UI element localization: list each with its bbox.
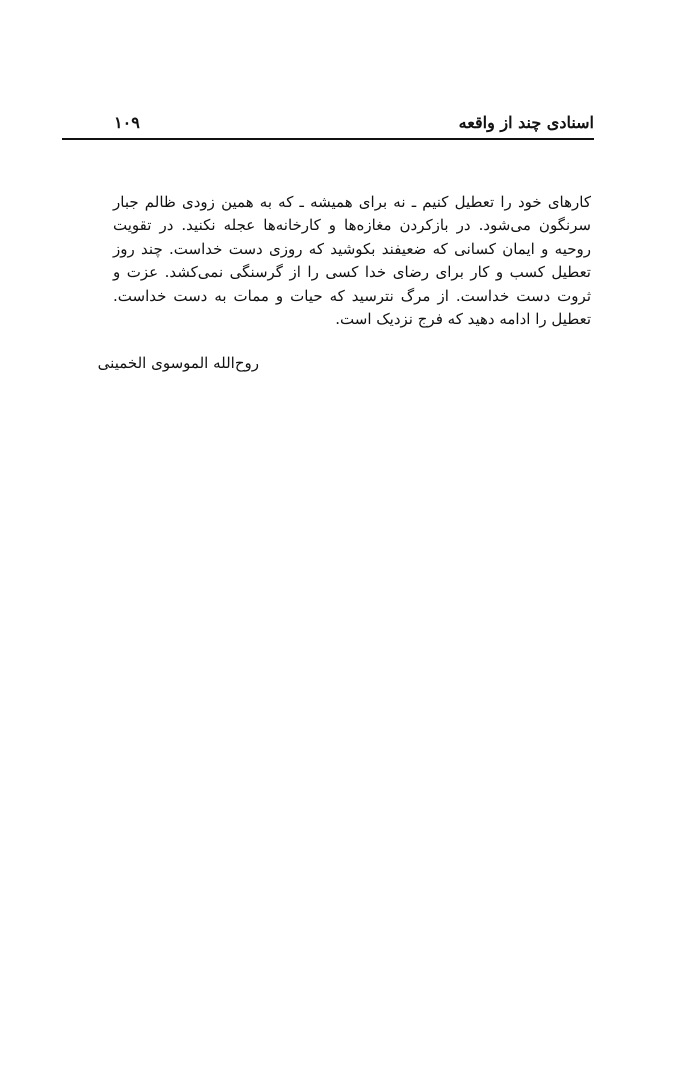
running-title: اسنادی چند از واقعه [458,113,594,132]
signature: روح‌الله الموسوی الخمینی [97,354,259,372]
page-number: ۱۰۹ [114,113,140,132]
header-rule [62,138,594,140]
body-paragraph: کارهای خود را تعطیل کنیم ـ نه برای همیشه ـ که به همین زودی ظالم جبار سرنگون می‌شود. در بازکردن مغازه‌ها و کارخانه‌ها عجله نکنید. در تقویت روحیه و ایمان کسانی که ضعیفند بکوشید که روزی دست خداست. چند روز تعطیل کسب و کار برای رضای خدا کسی را از گرسنگی نمی‌کشد. عزت و ثروت دست خداست. از مرگ نترسید که حیات و ممات به دست خداست. تعطیل را ادامه دهید که فرج نزدیک است. [113,193,591,329]
running-header [62,112,594,138]
